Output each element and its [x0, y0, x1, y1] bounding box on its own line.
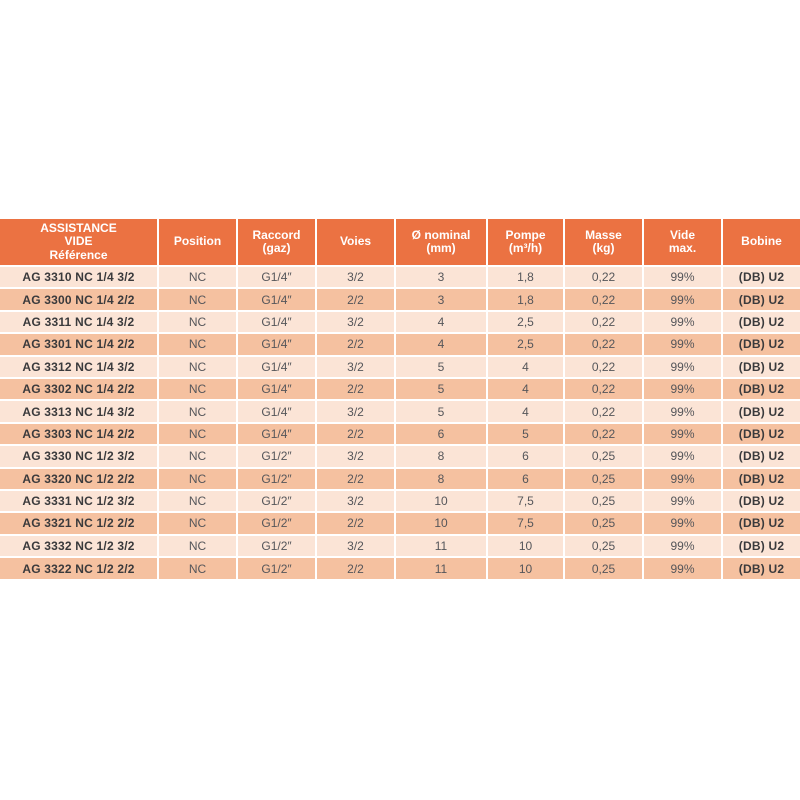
cell-voies: 3/2 [316, 311, 395, 333]
cell-masse: 0,22 [564, 266, 643, 288]
cell-reference: AG 3303 NC 1/4 2/2 [0, 423, 158, 445]
table-row [0, 356, 800, 378]
product-spec-table [0, 219, 800, 579]
table-row [0, 535, 800, 557]
cell-bobine: (DB) U2 [722, 468, 800, 490]
cell-masse: 0,22 [564, 423, 643, 445]
cell-masse: 0,22 [564, 288, 643, 310]
cell-pompe: 10 [487, 535, 564, 557]
cell-pompe: 2,5 [487, 311, 564, 333]
cell-bobine: (DB) U2 [722, 333, 800, 355]
cell-reference: AG 3322 NC 1/2 2/2 [0, 557, 158, 579]
header-line: (gaz) [262, 241, 291, 255]
cell-masse: 0,25 [564, 535, 643, 557]
cell-raccord: G1/2″ [237, 490, 316, 512]
cell-voies: 3/2 [316, 445, 395, 467]
cell-position: NC [158, 445, 237, 467]
cell-raccord: G1/2″ [237, 468, 316, 490]
header-row [0, 219, 800, 266]
cell-masse: 0,22 [564, 333, 643, 355]
cell-pompe: 1,8 [487, 266, 564, 288]
header-line: Vide [669, 227, 696, 242]
cell-vide-max: 99% [643, 356, 722, 378]
table-row [0, 445, 800, 467]
cell-pompe: 5 [487, 423, 564, 445]
table-row [0, 266, 800, 288]
cell-position: NC [158, 311, 237, 333]
cell-position: NC [158, 333, 237, 355]
col-header-masse [564, 219, 643, 266]
cell-voies: 2/2 [316, 378, 395, 400]
table-row [0, 400, 800, 422]
cell-nominal: 8 [395, 445, 487, 467]
cell-voies: 2/2 [316, 512, 395, 534]
cell-nominal: 11 [395, 557, 487, 579]
col-header-pompe [487, 219, 564, 266]
cell-position: NC [158, 378, 237, 400]
table-row [0, 557, 800, 579]
cell-vide-max: 99% [643, 288, 722, 310]
cell-bobine: (DB) U2 [722, 423, 800, 445]
cell-pompe: 2,5 [487, 333, 564, 355]
cell-voies: 2/2 [316, 333, 395, 355]
cell-bobine: (DB) U2 [722, 356, 800, 378]
cell-bobine: (DB) U2 [722, 288, 800, 310]
cell-raccord: G1/4″ [237, 400, 316, 422]
cell-nominal: 8 [395, 468, 487, 490]
cell-vide-max: 99% [643, 311, 722, 333]
cell-bobine: (DB) U2 [722, 512, 800, 534]
col-header-bobine [722, 219, 800, 266]
cell-reference: AG 3310 NC 1/4 3/2 [0, 266, 158, 288]
cell-position: NC [158, 490, 237, 512]
cell-raccord: G1/4″ [237, 266, 316, 288]
table-row [0, 490, 800, 512]
table-row [0, 333, 800, 355]
cell-bobine: (DB) U2 [722, 400, 800, 422]
cell-vide-max: 99% [643, 535, 722, 557]
cell-raccord: G1/4″ [237, 333, 316, 355]
cell-voies: 2/2 [316, 468, 395, 490]
cell-nominal: 6 [395, 423, 487, 445]
cell-masse: 0,25 [564, 468, 643, 490]
cell-vide-max: 99% [643, 490, 722, 512]
header-line: (m³/h) [508, 241, 543, 255]
cell-reference: AG 3301 NC 1/4 2/2 [0, 333, 158, 355]
cell-pompe: 4 [487, 378, 564, 400]
cell-bobine: (DB) U2 [722, 266, 800, 288]
header-line: ASSISTANCE [40, 220, 117, 235]
col-header-reference [0, 219, 158, 266]
table-row [0, 288, 800, 310]
header-line: Raccord [252, 227, 301, 242]
cell-masse: 0,25 [564, 557, 643, 579]
cell-nominal: 3 [395, 288, 487, 310]
cell-vide-max: 99% [643, 512, 722, 534]
table-body [0, 266, 800, 579]
cell-vide-max: 99% [643, 333, 722, 355]
cell-nominal: 5 [395, 400, 487, 422]
col-header-nominal [395, 219, 487, 266]
cell-reference: AG 3311 NC 1/4 3/2 [0, 311, 158, 333]
cell-vide-max: 99% [643, 423, 722, 445]
cell-masse: 0,22 [564, 400, 643, 422]
cell-reference: AG 3312 NC 1/4 3/2 [0, 356, 158, 378]
table-row [0, 423, 800, 445]
cell-position: NC [158, 423, 237, 445]
cell-position: NC [158, 400, 237, 422]
cell-nominal: 5 [395, 356, 487, 378]
cell-nominal: 10 [395, 490, 487, 512]
cell-nominal: 11 [395, 535, 487, 557]
cell-reference: AG 3330 NC 1/2 3/2 [0, 445, 158, 467]
cell-nominal: 10 [395, 512, 487, 534]
cell-voies: 3/2 [316, 490, 395, 512]
cell-pompe: 7,5 [487, 490, 564, 512]
cell-reference: AG 3302 NC 1/4 2/2 [0, 378, 158, 400]
cell-voies: 2/2 [316, 423, 395, 445]
cell-nominal: 5 [395, 378, 487, 400]
cell-reference: AG 3320 NC 1/2 2/2 [0, 468, 158, 490]
cell-reference: AG 3331 NC 1/2 3/2 [0, 490, 158, 512]
cell-pompe: 1,8 [487, 288, 564, 310]
header-line: Voies [339, 234, 372, 249]
cell-reference: AG 3313 NC 1/4 3/2 [0, 400, 158, 422]
cell-vide-max: 99% [643, 378, 722, 400]
cell-position: NC [158, 535, 237, 557]
cell-raccord: G1/4″ [237, 288, 316, 310]
cell-vide-max: 99% [643, 557, 722, 579]
cell-voies: 2/2 [316, 288, 395, 310]
cell-reference: AG 3300 NC 1/4 2/2 [0, 288, 158, 310]
cell-voies: 3/2 [316, 356, 395, 378]
cell-raccord: G1/4″ [237, 423, 316, 445]
cell-position: NC [158, 356, 237, 378]
col-header-position [158, 219, 237, 266]
header-line: (mm) [426, 241, 456, 255]
cell-voies: 2/2 [316, 557, 395, 579]
cell-bobine: (DB) U2 [722, 557, 800, 579]
cell-position: NC [158, 266, 237, 288]
cell-raccord: G1/2″ [237, 557, 316, 579]
cell-pompe: 10 [487, 557, 564, 579]
cell-raccord: G1/4″ [237, 311, 316, 333]
table-header [0, 219, 800, 266]
cell-nominal: 4 [395, 311, 487, 333]
header-line: Position [173, 234, 222, 249]
table-row [0, 378, 800, 400]
cell-vide-max: 99% [643, 400, 722, 422]
cell-pompe: 7,5 [487, 512, 564, 534]
cell-raccord: G1/4″ [237, 356, 316, 378]
header-line: VIDE [64, 234, 93, 249]
cell-pompe: 4 [487, 400, 564, 422]
header-line: Ø nominal [411, 227, 471, 242]
col-header-raccord [237, 219, 316, 266]
cell-bobine: (DB) U2 [722, 490, 800, 512]
cell-vide-max: 99% [643, 445, 722, 467]
table-row [0, 311, 800, 333]
cell-masse: 0,22 [564, 378, 643, 400]
cell-voies: 3/2 [316, 266, 395, 288]
cell-vide-max: 99% [643, 468, 722, 490]
cell-bobine: (DB) U2 [722, 535, 800, 557]
header-line: Pompe [505, 227, 546, 242]
cell-pompe: 6 [487, 445, 564, 467]
cell-masse: 0,22 [564, 356, 643, 378]
cell-masse: 0,25 [564, 512, 643, 534]
cell-pompe: 6 [487, 468, 564, 490]
cell-pompe: 4 [487, 356, 564, 378]
table-row [0, 468, 800, 490]
header-line: Référence [49, 247, 108, 262]
cell-position: NC [158, 288, 237, 310]
cell-reference: AG 3321 NC 1/2 2/2 [0, 512, 158, 534]
header-line: Masse [585, 227, 622, 242]
cell-position: NC [158, 512, 237, 534]
cell-masse: 0,22 [564, 311, 643, 333]
cell-masse: 0,25 [564, 490, 643, 512]
cell-bobine: (DB) U2 [722, 311, 800, 333]
cell-voies: 3/2 [316, 535, 395, 557]
cell-bobine: (DB) U2 [722, 378, 800, 400]
cell-bobine: (DB) U2 [722, 445, 800, 467]
cell-nominal: 4 [395, 333, 487, 355]
cell-reference: AG 3332 NC 1/2 3/2 [0, 535, 158, 557]
cell-position: NC [158, 468, 237, 490]
cell-position: NC [158, 557, 237, 579]
col-header-vide-max [643, 219, 722, 266]
cell-masse: 0,25 [564, 445, 643, 467]
header-line: (kg) [592, 241, 615, 255]
cell-vide-max: 99% [643, 266, 722, 288]
table-row [0, 512, 800, 534]
cell-voies: 3/2 [316, 400, 395, 422]
header-line: Bobine [741, 234, 782, 249]
header-line: max. [668, 241, 697, 255]
cell-raccord: G1/2″ [237, 445, 316, 467]
cell-raccord: G1/2″ [237, 512, 316, 534]
col-header-voies [316, 219, 395, 266]
cell-raccord: G1/4″ [237, 378, 316, 400]
cell-raccord: G1/2″ [237, 535, 316, 557]
cell-nominal: 3 [395, 266, 487, 288]
